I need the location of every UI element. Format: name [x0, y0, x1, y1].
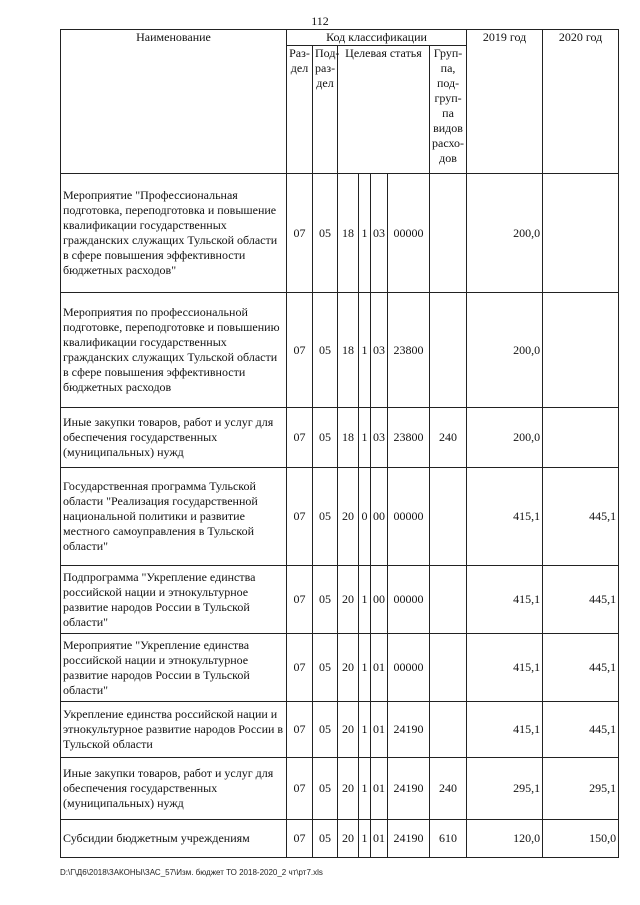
- row-razdel: 07: [287, 702, 313, 758]
- row-razdel: 07: [287, 634, 313, 702]
- row-target-program: 20: [338, 820, 359, 858]
- table-header: [61, 30, 619, 174]
- row-value-2019: 415,1: [467, 702, 543, 758]
- header-year-2020: 2020 год: [543, 30, 619, 174]
- table-row: [61, 174, 619, 293]
- row-podrazdel: 05: [313, 174, 338, 293]
- row-target-direction: 00000: [388, 174, 430, 293]
- row-expense-group: [430, 293, 467, 408]
- row-razdel: 07: [287, 293, 313, 408]
- row-expense-group: 610: [430, 820, 467, 858]
- row-podrazdel: 05: [313, 758, 338, 820]
- row-target-program: 18: [338, 293, 359, 408]
- row-expense-group: [430, 634, 467, 702]
- row-name: Укрепление единства российской нации и этнокультурное развитие народов России в Тульской области: [61, 702, 287, 758]
- row-target-direction: 00000: [388, 566, 430, 634]
- row-value-2019: 415,1: [467, 634, 543, 702]
- row-name: Субсидии бюджетным учреждениям: [61, 820, 287, 858]
- row-razdel: 07: [287, 408, 313, 468]
- row-target-event: 03: [371, 293, 388, 408]
- row-value-2019: 200,0: [467, 408, 543, 468]
- row-value-2020: 445,1: [543, 468, 619, 566]
- table-row: [61, 468, 619, 566]
- row-razdel: 07: [287, 820, 313, 858]
- header-target: Целевая статья: [338, 46, 430, 174]
- row-expense-group: [430, 702, 467, 758]
- row-podrazdel: 05: [313, 702, 338, 758]
- table-row: [61, 634, 619, 702]
- row-podrazdel: 05: [313, 634, 338, 702]
- row-podrazdel: 05: [313, 820, 338, 858]
- row-value-2020: 445,1: [543, 634, 619, 702]
- row-target-direction: 23800: [388, 408, 430, 468]
- row-target-subprogram: 1: [359, 293, 371, 408]
- row-target-program: 20: [338, 702, 359, 758]
- page-number: 112: [311, 14, 329, 28]
- row-podrazdel: 05: [313, 408, 338, 468]
- row-name: Мероприятие "Укрепление единства российской нации и этнокультурное развитие народов России в Тульской области": [61, 634, 287, 702]
- row-value-2019: 200,0: [467, 174, 543, 293]
- row-name: Подпрограмма "Укрепление единства российской нации и этнокультурное развитие народов России в Тульской области": [61, 566, 287, 634]
- table-row: [61, 820, 619, 858]
- header-razdel: Раз-дел: [287, 46, 313, 174]
- row-expense-group: [430, 468, 467, 566]
- row-target-event: 01: [371, 702, 388, 758]
- row-value-2019: 295,1: [467, 758, 543, 820]
- row-value-2020: [543, 174, 619, 293]
- row-target-program: 18: [338, 174, 359, 293]
- row-value-2020: [543, 293, 619, 408]
- row-name: Мероприятия по профессиональной подготовке, переподготовке и повышению квалификации государственных гражданских служащих Тульской области в сфере повышения эффективности бюджетных расходов: [61, 293, 287, 408]
- row-razdel: 07: [287, 468, 313, 566]
- row-target-event: 03: [371, 174, 388, 293]
- row-razdel: 07: [287, 566, 313, 634]
- header-code-group: Код классификации: [287, 30, 467, 46]
- row-value-2020: 445,1: [543, 702, 619, 758]
- header-name: Наименование: [61, 30, 287, 174]
- row-value-2019: 415,1: [467, 468, 543, 566]
- table-row: [61, 758, 619, 820]
- row-target-event: 01: [371, 820, 388, 858]
- table-row: [61, 702, 619, 758]
- table-body: [61, 174, 619, 858]
- row-value-2020: [543, 408, 619, 468]
- row-target-subprogram: 1: [359, 408, 371, 468]
- row-value-2020: 445,1: [543, 566, 619, 634]
- row-target-subprogram: 1: [359, 820, 371, 858]
- row-podrazdel: 05: [313, 468, 338, 566]
- row-target-direction: 24190: [388, 758, 430, 820]
- table-row: [61, 566, 619, 634]
- row-target-event: 00: [371, 468, 388, 566]
- row-expense-group: [430, 566, 467, 634]
- row-target-direction: 00000: [388, 634, 430, 702]
- table-row: [61, 293, 619, 408]
- row-target-subprogram: 1: [359, 174, 371, 293]
- row-target-subprogram: 1: [359, 702, 371, 758]
- row-target-program: 20: [338, 566, 359, 634]
- row-expense-group: 240: [430, 758, 467, 820]
- header-group: Груп-па, под-груп-па видов расхо-дов: [430, 46, 467, 174]
- row-target-program: 18: [338, 408, 359, 468]
- row-name: Иные закупки товаров, работ и услуг для обеспечения государственных (муниципальных) нужд: [61, 408, 287, 468]
- file-path-footer: D:\Г\Д6\2018\ЗАКОНЫ\ЗАС_57\Изм. бюджет ТО 2018-2020_2 чт\рт7.xls: [60, 868, 323, 877]
- row-target-event: 01: [371, 758, 388, 820]
- row-value-2020: 150,0: [543, 820, 619, 858]
- row-target-subprogram: 1: [359, 634, 371, 702]
- row-expense-group: 240: [430, 408, 467, 468]
- row-target-program: 20: [338, 634, 359, 702]
- table-row: [61, 408, 619, 468]
- row-podrazdel: 05: [313, 566, 338, 634]
- row-target-event: 01: [371, 634, 388, 702]
- row-value-2019: 120,0: [467, 820, 543, 858]
- row-target-subprogram: 1: [359, 566, 371, 634]
- row-name: Государственная программа Тульской области "Реализация государственной национальной политики и развитие местного самоуправления в Тульской области": [61, 468, 287, 566]
- row-target-direction: 24190: [388, 820, 430, 858]
- row-target-subprogram: 0: [359, 468, 371, 566]
- row-target-subprogram: 1: [359, 758, 371, 820]
- budget-table: [60, 29, 619, 858]
- row-podrazdel: 05: [313, 293, 338, 408]
- row-razdel: 07: [287, 174, 313, 293]
- row-razdel: 07: [287, 758, 313, 820]
- row-target-event: 00: [371, 566, 388, 634]
- row-target-program: 20: [338, 758, 359, 820]
- row-target-direction: 24190: [388, 702, 430, 758]
- header-year-2019: 2019 год: [467, 30, 543, 174]
- row-value-2020: 295,1: [543, 758, 619, 820]
- row-name: Иные закупки товаров, работ и услуг для обеспечения государственных (муниципальных) нужд: [61, 758, 287, 820]
- row-name: Мероприятие "Профессиональная подготовка, переподготовка и повышение квалификации государственных гражданских служащих Тульской области в сфере повышения эффективности бюджетных расходов": [61, 174, 287, 293]
- row-target-event: 03: [371, 408, 388, 468]
- row-target-direction: 00000: [388, 468, 430, 566]
- row-target-program: 20: [338, 468, 359, 566]
- header-podrazdel: Под-раз-дел: [313, 46, 338, 174]
- row-value-2019: 200,0: [467, 293, 543, 408]
- row-expense-group: [430, 174, 467, 293]
- row-value-2019: 415,1: [467, 566, 543, 634]
- row-target-direction: 23800: [388, 293, 430, 408]
